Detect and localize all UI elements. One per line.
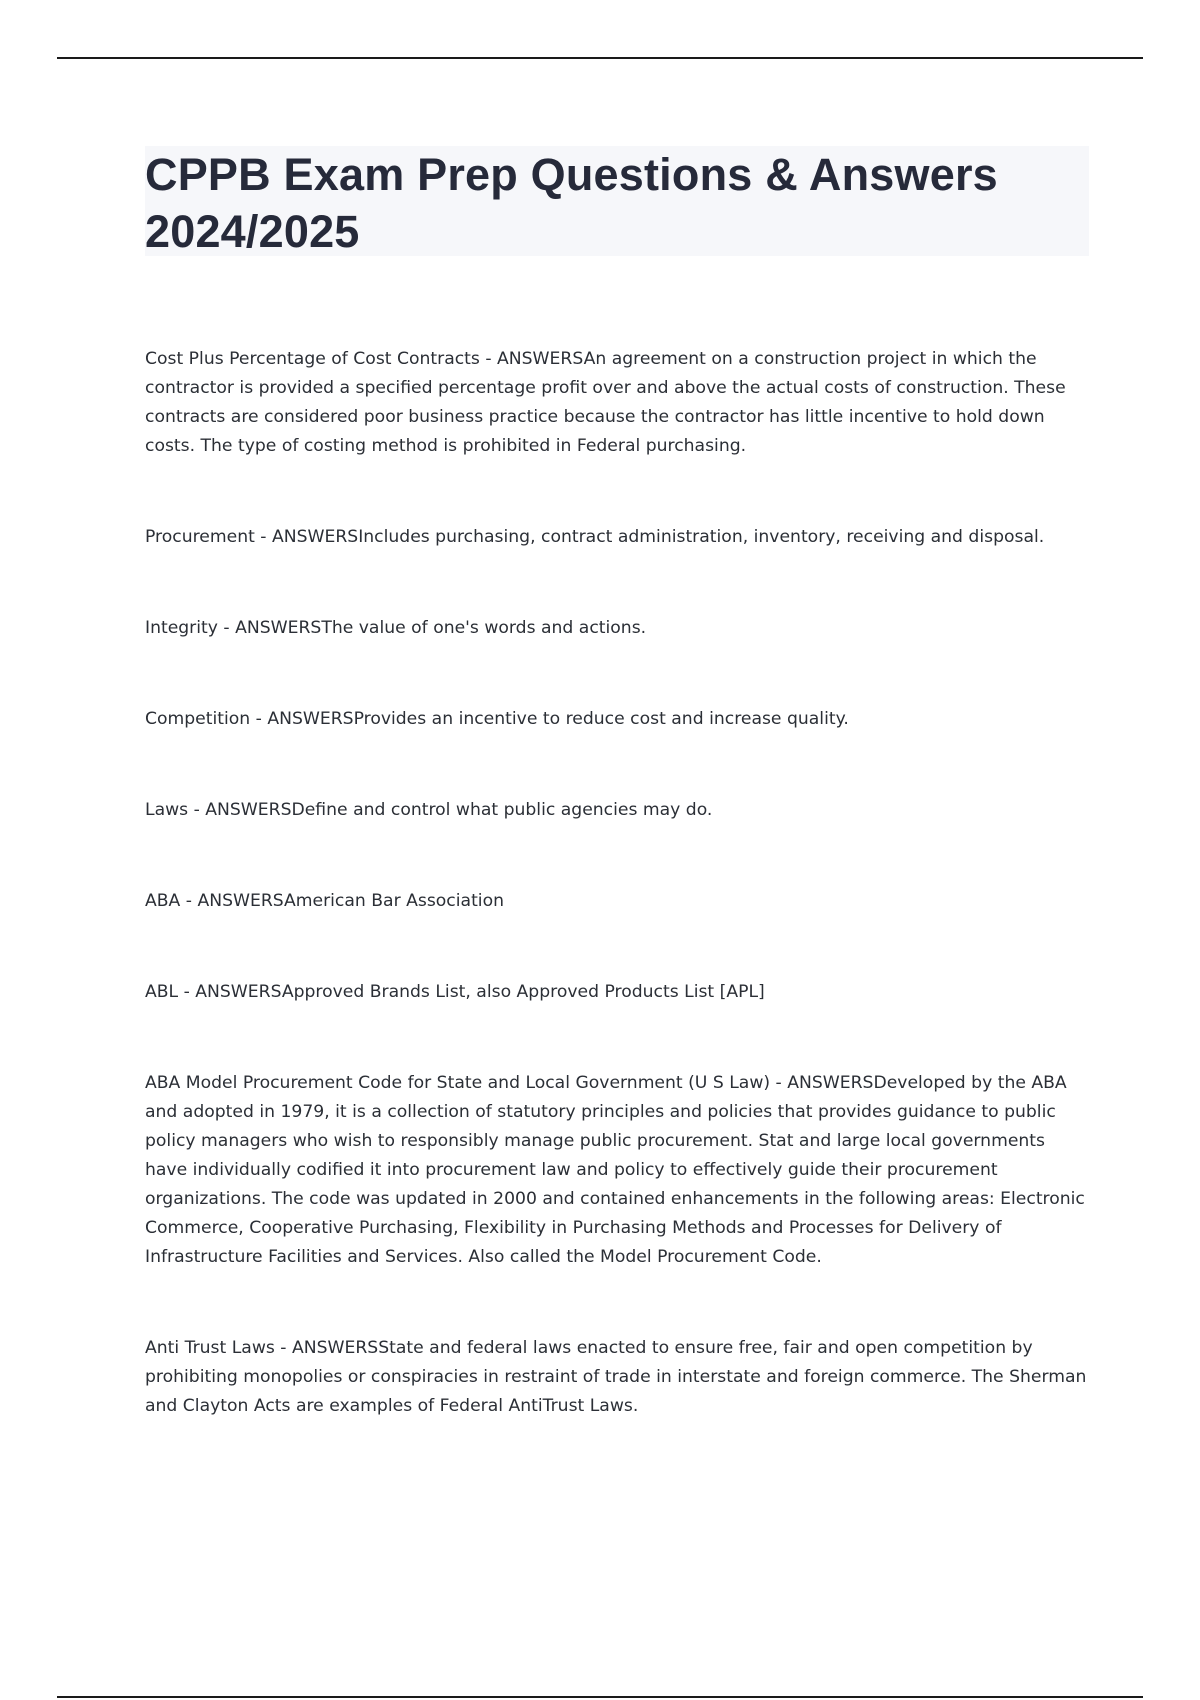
qa-term: Integrity xyxy=(145,618,218,638)
qa-entry xyxy=(145,523,1090,552)
qa-answer: The value of one's words and actions. xyxy=(321,618,647,638)
answer-marker: ANSWERS xyxy=(195,982,282,1002)
qa-separator: - xyxy=(188,800,206,820)
answer-marker: ANSWERS xyxy=(267,709,354,729)
answer-marker: ANSWERS xyxy=(291,1338,379,1358)
answer-marker: ANSWERS xyxy=(271,527,359,547)
qa-separator: - xyxy=(254,527,272,547)
top-rule xyxy=(57,57,1143,59)
qa-separator: - xyxy=(250,709,268,729)
bottom-rule xyxy=(57,1696,1143,1698)
qa-answer: Developed by the ABA and adopted in 1979, it is a collection of statutory principles and policies that provides guidance to public policy managers who wish to responsibly manage public procurement. Stat and large local governments have individually codified it into procurement law and policy to effectively guide their procurement organizations. The code was updated in 2000 and contained enhancements in the following areas: Electronic Commerce, Cooperative Purchasing, Flexibility in Purchasing Methods and Processes for Delivery of Infrastructure Facilities and Services. Also called the Model Procurement Code. xyxy=(145,1073,1085,1267)
qa-list xyxy=(145,345,1090,1421)
qa-answer: Includes purchasing, contract administration, inventory, receiving and disposal. xyxy=(358,527,1045,547)
qa-entry xyxy=(145,345,1090,461)
qa-answer: American Bar Association xyxy=(284,891,504,911)
qa-answer: Define and control what public agencies may do. xyxy=(291,800,713,820)
qa-term: Anti Trust Laws xyxy=(145,1338,275,1358)
qa-entry xyxy=(145,1069,1090,1272)
qa-separator: - xyxy=(178,982,196,1002)
qa-entry xyxy=(145,887,1090,916)
qa-answer: State and federal laws enacted to ensure free, fair and open competition by prohibiting monopolies or conspiracies in restraint of trade in interstate and foreign commerce. The Sherman and Clayton Acts are examples of Federal AntiTrust Laws. xyxy=(145,1338,1087,1416)
qa-term: Competition xyxy=(145,709,251,729)
qa-separator: - xyxy=(180,891,198,911)
answer-marker: ANSWERS xyxy=(787,1073,874,1093)
qa-separator: - xyxy=(217,618,236,638)
qa-entry xyxy=(145,978,1090,1007)
qa-answer: An agreement on a construction project in which the contractor is provided a specified percentage profit over and above the actual costs of construction. These contracts are considered poor business practice because the contractor has little incentive to hold down costs. The type of costing method is prohibited in Federal purchasing. xyxy=(145,349,1066,456)
qa-term: ABA xyxy=(145,891,181,911)
qa-answer: Approved Brands List, also Approved Products List [APL] xyxy=(281,982,765,1002)
answer-marker: ANSWERS xyxy=(235,618,322,638)
qa-term: Cost Plus Percentage of Cost Contracts xyxy=(145,349,480,369)
qa-term: ABA Model Procurement Code for State and Local Government (U S Law) xyxy=(145,1073,771,1093)
page-title: CPPB Exam Prep Questions & Answers 2024/2025 xyxy=(145,149,998,257)
qa-separator: - xyxy=(770,1073,788,1093)
qa-entry xyxy=(145,705,1090,734)
qa-answer: Provides an incentive to reduce cost and increase quality. xyxy=(353,709,849,729)
answer-marker: ANSWERS xyxy=(197,891,285,911)
qa-separator: - xyxy=(274,1338,292,1358)
qa-entry xyxy=(145,1334,1090,1421)
title-block xyxy=(145,146,1089,256)
qa-term: Procurement xyxy=(145,527,255,547)
answer-marker: ANSWERS xyxy=(205,800,292,820)
qa-entry xyxy=(145,614,1090,643)
qa-separator: - xyxy=(479,349,498,369)
qa-entry xyxy=(145,796,1090,825)
answer-marker: ANSWERS xyxy=(497,349,584,369)
qa-term: Laws xyxy=(145,800,189,820)
qa-term: ABL xyxy=(145,982,179,1002)
